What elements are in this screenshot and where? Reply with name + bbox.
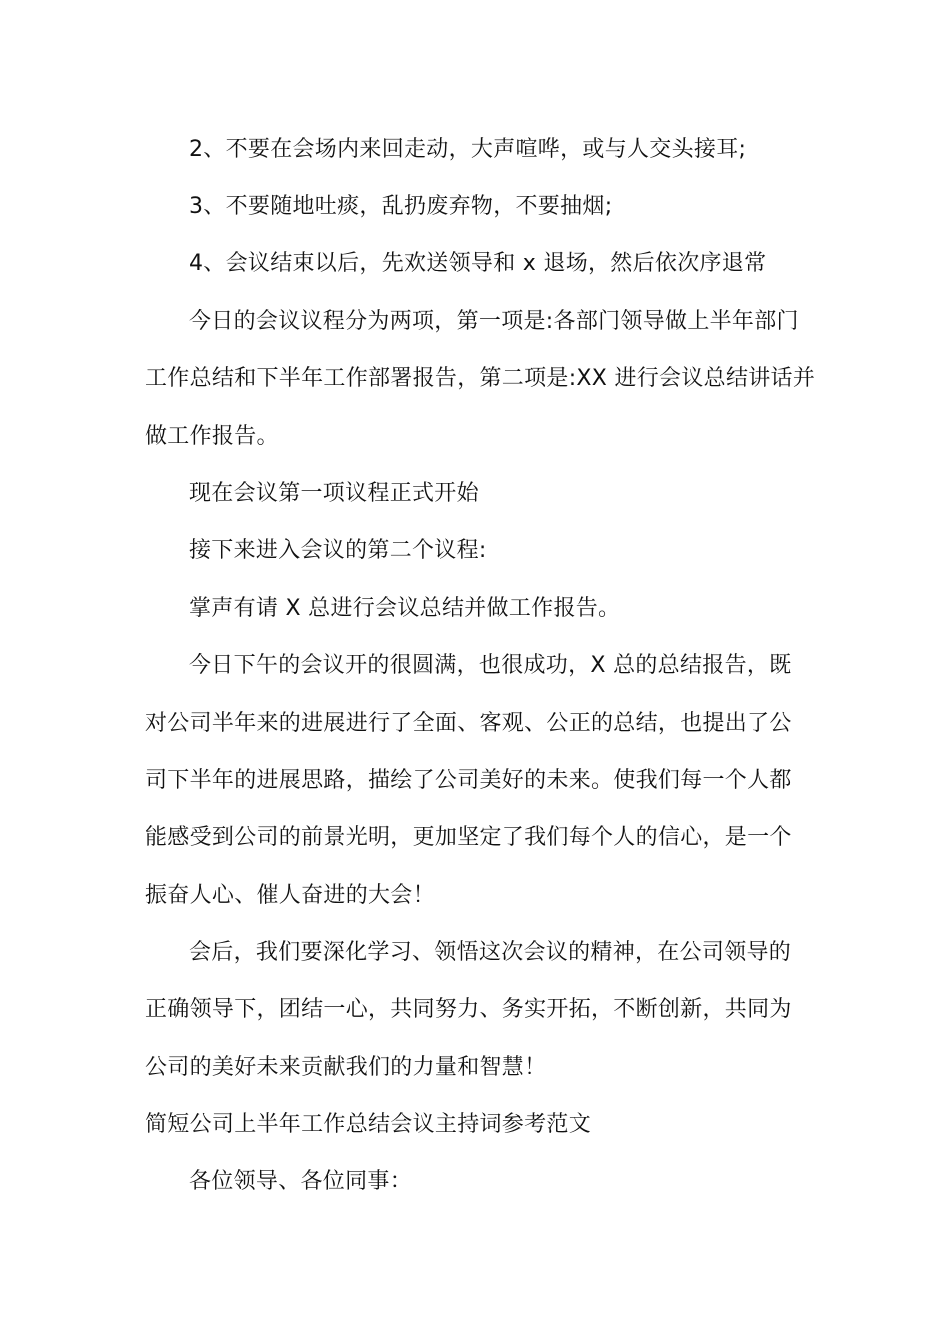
text-line: 司下半年的进展思路，描绘了公司美好的未来。使我们每一个人都 (145, 768, 792, 793)
text-line: 3、不要随地吐痰，乱扔废弃物，不要抽烟; (189, 194, 613, 219)
text-line: 2、不要在会场内来回走动，大声喧哗，或与人交头接耳; (189, 137, 747, 162)
text-line: 今日下午的会议开的很圆满，也很成功，X 总的总结报告，既 (189, 653, 792, 678)
text-line: 现在会议第一项议程正式开始 (189, 481, 479, 506)
text-line: 4、会议结束以后，先欢送领导和 x 退场，然后依次序退常 (189, 251, 767, 276)
text-line: 做工作报告。 (145, 424, 279, 449)
text-line: 工作总结和下半年工作部署报告，第二项是:XX 进行会议总结讲话并 (145, 366, 816, 391)
text-line: 正确领导下，团结一心，共同努力、务实开拓，不断创新，共同为 (145, 997, 792, 1022)
text-line: 公司的美好未来贡献我们的力量和智慧！ (145, 1055, 547, 1080)
text-line: 能感受到公司的前景光明，更加坚定了我们每个人的信心，是一个 (145, 825, 792, 850)
text-line: 各位领导、各位同事： (189, 1169, 413, 1194)
text-line: 今日的会议议程分为两项，第一项是:各部门领导做上半年部门 (189, 309, 799, 334)
text-line: 接下来进入会议的第二个议程: (189, 538, 487, 563)
text-line: 对公司半年来的进展进行了全面、客观、公正的总结，也提出了公 (145, 711, 792, 736)
text-line: 会后，我们要深化学习、领悟这次会议的精神，在公司领导的 (189, 940, 792, 965)
text-line: 掌声有请 X 总进行会议总结并做工作报告。 (189, 596, 621, 621)
section-heading: 简短公司上半年工作总结会议主持词参考范文 (145, 1112, 592, 1137)
text-line: 振奋人心、催人奋进的大会！ (145, 883, 435, 908)
